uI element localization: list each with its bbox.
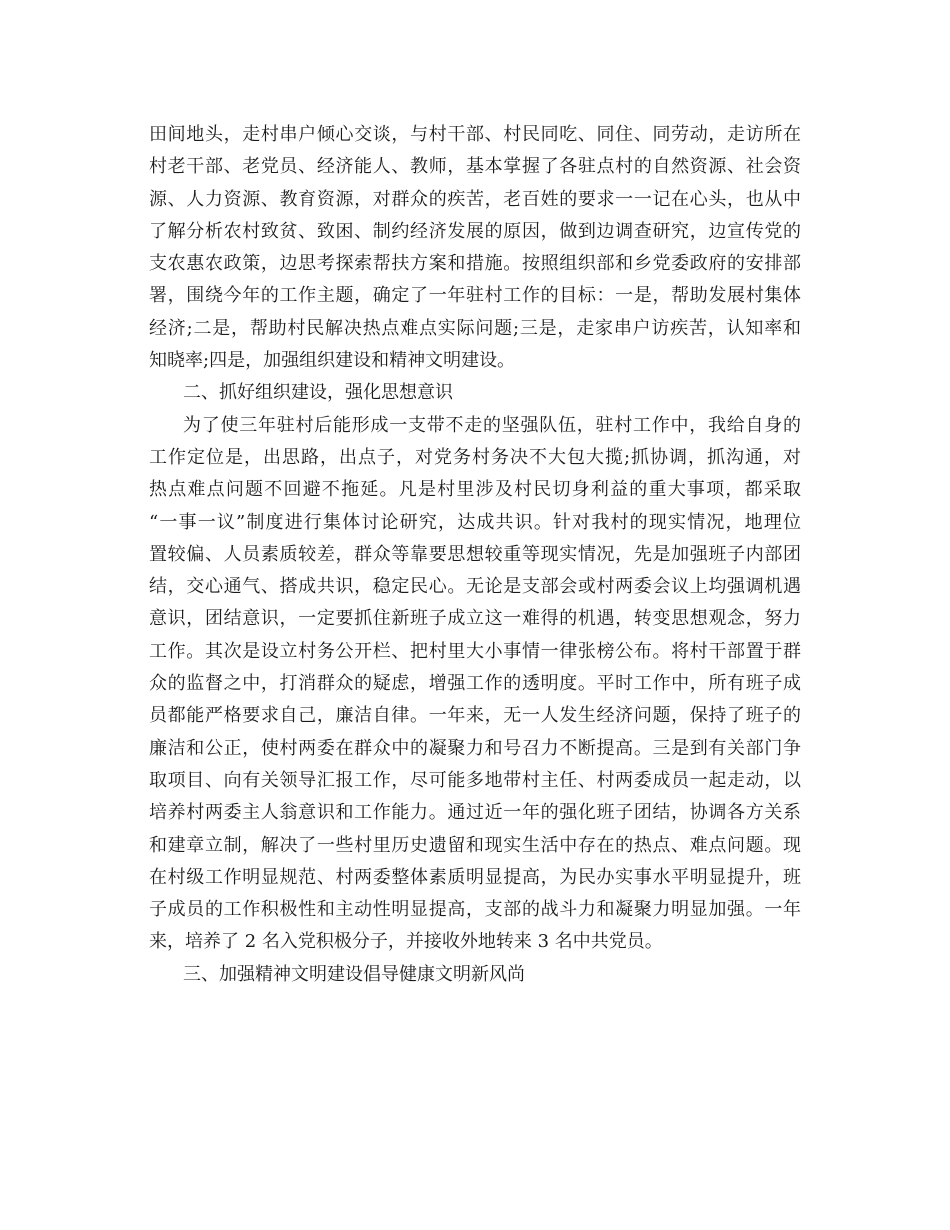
paragraph-line: 和建章立制，解决了一些村里历史遗留和现实生活中存在的热点、难点问题。现: [149, 834, 801, 856]
paragraph-line: 为了使三年驻村后能形成一支带不走的坚强队伍，驻村工作中，我给自身的: [183, 414, 801, 436]
paragraph-line: 员都能严格要求自己，廉洁自律。一年来，无一人发生经济问题，保持了班子的: [149, 705, 801, 727]
paragraph-line: 子成员的工作积极性和主动性明显提高，支部的战斗力和凝聚力明显加强。一年: [149, 899, 801, 921]
paragraph-line: 结，交心通气、搭成共识，稳定民心。无论是支部会或村两委会议上均强调机遇: [149, 576, 801, 598]
document-body: [149, 119, 801, 991]
paragraph-line: 源、人力资源、教育资源，对群众的疾苦，老百姓的要求一一记在心头，也从中: [149, 188, 801, 210]
paragraph-line: 村老干部、老党员、经济能人、教师，基本掌握了各驻点村的自然资源、社会资: [149, 156, 801, 178]
paragraph-line: 署，围绕今年的工作主题，确定了一年驻村工作的目标：一是，帮助发展村集体: [149, 285, 801, 307]
paragraph-line: 在村级工作明显规范、村两委整体素质明显提高，为民办实事水平明显提升，班: [149, 866, 801, 888]
section-heading: 二、抓好组织建设，强化思想意识: [183, 382, 453, 404]
paragraph-line: 工作定位是，出思路，出点子，对党务村务决不大包大揽;抓协调，抓沟通，对: [149, 446, 801, 468]
paragraph-line: 支农惠农政策，边思考探索帮扶方案和措施。按照组织部和乡党委政府的安排部: [149, 253, 801, 275]
paragraph-line: 了解分析农村致贫、致困、制约经济发展的原因，做到边调查研究，边宣传党的: [149, 220, 801, 242]
paragraph-line: 意识，团结意识，一定要抓住新班子成立这一难得的机遇，转变思想观念，努力: [149, 608, 801, 630]
paragraph-line: 众的监督之中，打消群众的疑虑，增强工作的透明度。平时工作中，所有班子成: [149, 673, 801, 695]
paragraph-line: 工作。其次是设立村务公开栏、把村里大小事情一律张榜公布。将村干部置于群: [149, 640, 801, 662]
paragraph-line: 田间地头，走村串户倾心交谈，与村干部、村民同吃、同住、同劳动，走访所在: [149, 124, 801, 145]
paragraph-line: 培养村两委主人翁意识和工作能力。通过近一年的强化班子团结，协调各方关系: [149, 802, 801, 824]
paragraph-line: 取项目、向有关领导汇报工作，尽可能多地带村主任、村两委成员一起走动，以: [149, 769, 801, 791]
section-heading: 三、加强精神文明建设倡导健康文明新风尚: [183, 963, 525, 985]
paragraph-line: “一事一议”制度进行集体讨论研究，达成共识。针对我村的现实情况，地理位: [149, 511, 801, 533]
paragraph-line: 廉洁和公正，使村两委在群众中的凝聚力和号召力不断提高。三是到有关部门争: [149, 737, 801, 759]
paragraph-line: 置较偏、人员素质较差，群众等靠要思想较重等现实情况，先是加强班子内部团: [149, 543, 801, 565]
paragraph-line: 经济;二是，帮助村民解决热点难点实际问题;三是，走家串户访疾苦，认知率和: [149, 317, 801, 339]
paragraph-line: 知晓率;四是，加强组织建设和精神文明建设。: [149, 350, 516, 372]
paragraph-line: 热点难点问题不回避不拖延。凡是村里涉及村民切身利益的重大事项，都采取: [149, 479, 801, 501]
paragraph-line: 来，培养了 2 名入党积极分子，并接收外地转来 3 名中共党员。: [149, 931, 663, 953]
